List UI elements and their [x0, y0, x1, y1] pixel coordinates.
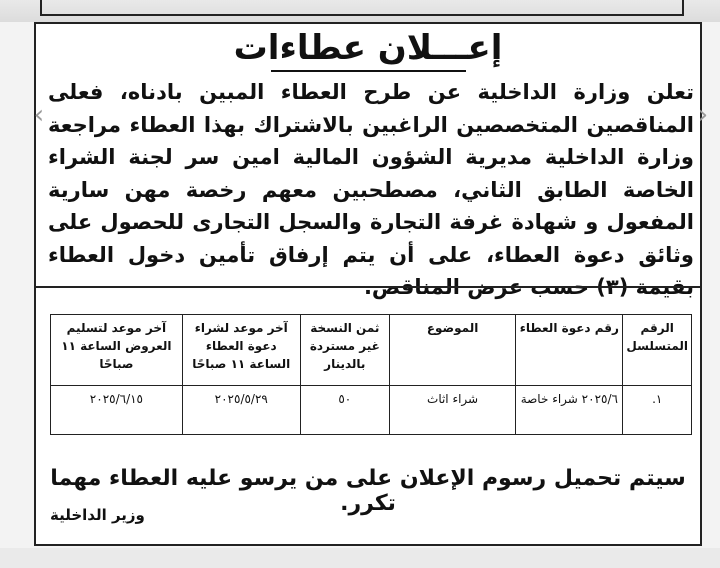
announcement-body: تعلن وزارة الداخلية عن طرح العطاء المبين بادناه، فعلى المناقصين المتخصصين الراغبين بالاشتراك بهذا العطاء مراجعة وزارة الداخلية مديرية الشؤون المالية امين سر لجنة الشراء الخاصة الطابق الثاني، مصطحبين معهم رخصة مهن سارية المفعول و شهادة غرفة التجارة والسجل التجارى للحصول على وثائق دعوة العطاء، على أن يتم إرفاق تأمين دخول العطاء بقيمة (٣) حسب عرض المناقص. — [48, 80, 694, 299]
table-row — [51, 386, 692, 435]
header-submission-deadline: آخر موعد لتسليم العروض الساعة ١١ صباحًا — [51, 315, 183, 386]
cell-serial: ١. — [623, 386, 692, 435]
tender-table — [50, 314, 692, 435]
table-header-row — [51, 315, 692, 386]
signature: وزير الداخلية — [50, 506, 145, 524]
section-divider — [36, 286, 700, 288]
previous-clipping-edge — [40, 0, 684, 16]
header-serial: الرقم المتسلسل — [623, 315, 692, 386]
page-title: إعـــلان عطاءات — [233, 28, 503, 68]
chevron-left-icon[interactable]: ‹ — [33, 100, 45, 130]
photo-bottom-edge — [0, 548, 720, 568]
header-purchase-deadline: آخر موعد لشراء دعوة العطاء الساعة ١١ صباحًا — [182, 315, 300, 386]
header-tender-number: رقم دعوة العطاء — [516, 315, 623, 386]
cell-submission-deadline: ٢٠٢٥/٦/١٥ — [51, 386, 183, 435]
cell-subject: شراء اثاث — [389, 386, 515, 435]
chevron-right-icon[interactable]: › — [697, 100, 709, 130]
cell-purchase-deadline: ٢٠٢٥/٥/٢٩ — [182, 386, 300, 435]
header-copy-price: ثمن النسخة غير مستردة بالدينار — [300, 315, 389, 386]
fee-notice: سيتم تحميل رسوم الإعلان على من يرسو عليه العطاء مهما تكرر. — [50, 466, 686, 516]
announcement-clipping — [34, 22, 702, 546]
cell-copy-price: ٥٠ — [300, 386, 389, 435]
title-underline — [271, 70, 466, 72]
header-subject: الموضوع — [389, 315, 515, 386]
photo-top-edge — [0, 0, 720, 22]
cell-tender-number: ٢٠٢٥/٦ شراء خاصة — [516, 386, 623, 435]
